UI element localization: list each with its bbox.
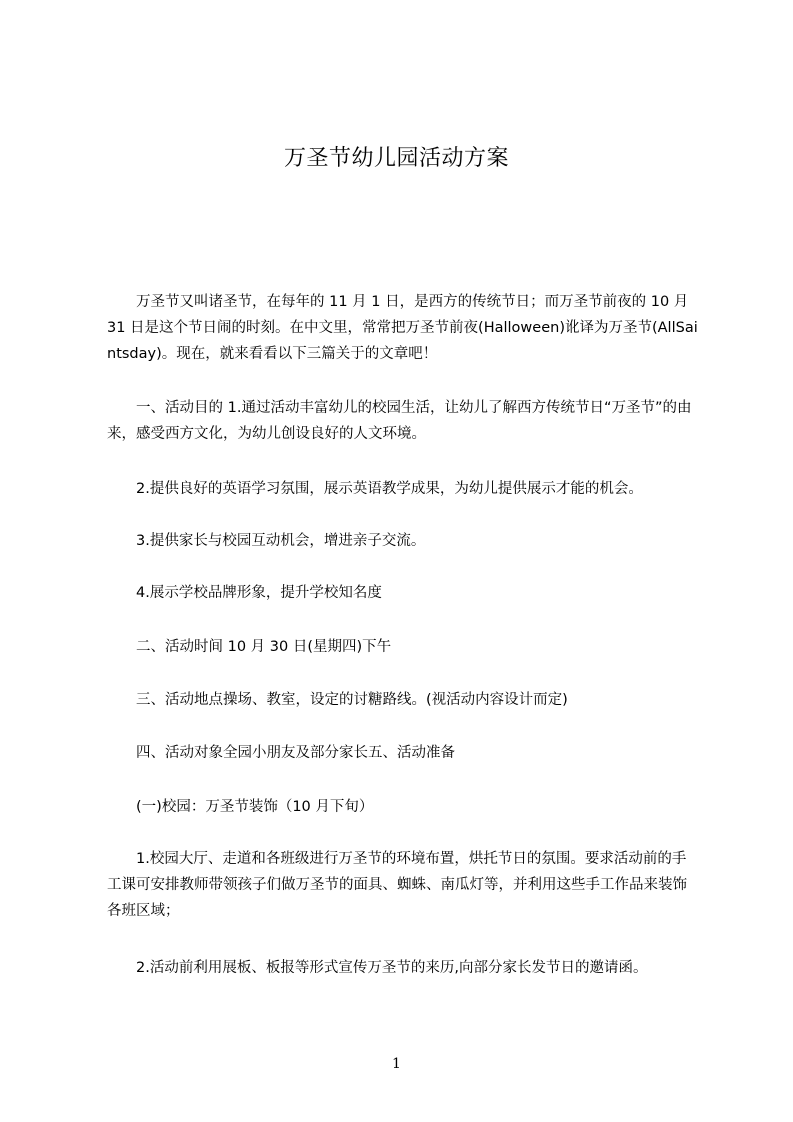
section-4-audience-paragraph: 四、活动对象全园小朋友及部分家长五、活动准备 [136, 745, 455, 761]
page-number: 1 [392, 1056, 401, 1072]
preparation-2-paragraph: 2.活动前利用展板、板报等形式宣传万圣节的来历,向部分家长发节日的邀请函。 [136, 960, 648, 976]
section-3-location-paragraph: 三、活动地点操场、教室，设定的讨糖路线。(视活动内容设计而定) [136, 692, 568, 708]
goal-2-paragraph: 2.提供良好的英语学习氛围，展示英语教学成果，为幼儿提供展示才能的机会。 [136, 481, 643, 497]
section-1-goal-paragraph: 一、活动目的 1.通过活动丰富幼儿的校园生活，让幼儿了解西方传统节日“万圣节”的由来，感受西方文化，为幼儿创设良好的人文环境。 [107, 400, 692, 442]
preparation-campus-heading: (一)校园：万圣节装饰（10 月下旬） [136, 799, 374, 815]
preparation-1-paragraph: 1.校园大厅、走道和各班级进行万圣节的环境布置，烘托节日的氛围。要求活动前的手工课可安排教师带领孩子们做万圣节的面具、蜘蛛、南瓜灯等，并利用这些手工作品来装饰各班区域； [107, 851, 687, 919]
document-title: 万圣节幼儿园活动方案 [283, 146, 509, 171]
section-2-time-paragraph: 二、活动时间 10 月 30 日(星期四)下午 [136, 639, 392, 655]
intro-paragraph: 万圣节又叫诸圣节，在每年的 11 月 1 日，是西方的传统节日；而万圣节前夜的 10 月 31 日是这个节日闹的时刻。在中文里，常常把万圣节前夜(Halloween)讹译为万圣节(AllSaintsday)。现在，就来看看以下三篇关于的文章吧！ [107, 294, 698, 362]
goal-3-paragraph: 3.提供家长与校园互动机会，增进亲子交流。 [136, 533, 426, 549]
goal-4-paragraph: 4.展示学校品牌形象，提升学校知名度 [136, 585, 382, 601]
